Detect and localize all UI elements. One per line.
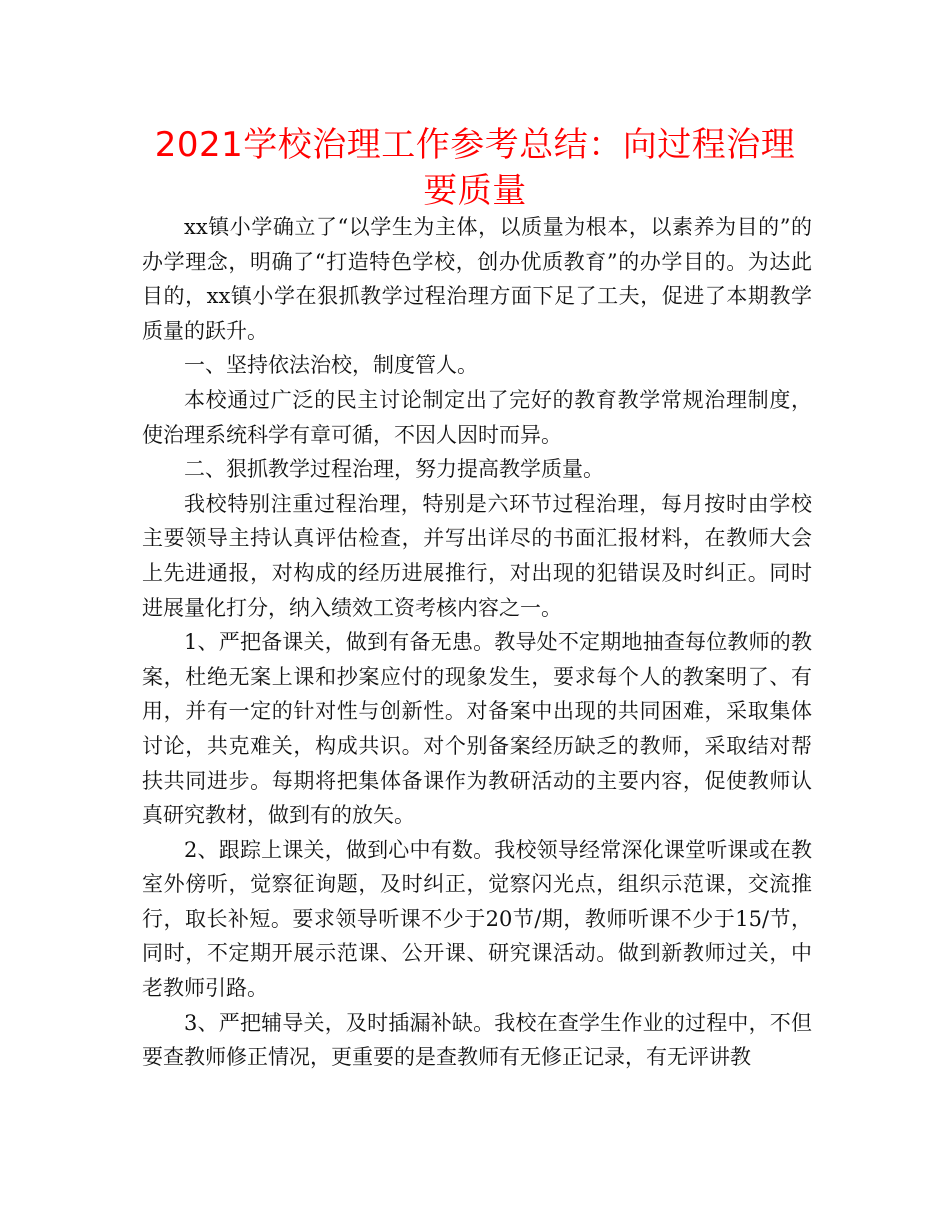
paragraph-section-2: 我校特别注重过程治理，特别是六环节过程治理，每月按时由学校主要领导主持认真评估检查，并写出详尽的书面汇报材料，在教师大会上先进通报，对构成的经历进展推行，对出现的犯错误及时纠正。同时进展量化打分，纳入绩效工资考核内容之一。 <box>142 491 812 620</box>
paragraph-intro: xx镇小学确立了“以学生为主体，以质量为根本，以素养为目的”的办学理念，明确了“打造特色学校，创办优质教育”的办学目的。为达此目的，xx镇小学在狠抓教学过程治理方面下足了工夫，促进了本期教学质量的跃升。 <box>142 215 812 343</box>
paragraph-item-3: 3、严把辅导关，及时插漏补缺。我校在查学生作业的过程中，不但要查教师修正情况，更重要的是查教师有无修正记录，有无评讲教 <box>142 1010 812 1070</box>
document-title: 2021学校治理工作参考总结：向过程治理要质量 <box>154 125 796 211</box>
paragraph-item-2: 2、跟踪上课关，做到心中有数。我校领导经常深化课堂听课或在教室外傍听，觉察征询题，及时纠正，觉察闪光点，组织示范课，交流推行，取长补短。要求领导听课不少于20节/期，教师听课不少于15/节，同时，不定期开展示范课、公开课、研究课活动。做到新教师过关，中老教师引路。 <box>142 837 812 1001</box>
paragraph-section-1: 本校通过广泛的民主讨论制定出了完好的教育教学常规治理制度，使治理系统科学有章可循，不因人因时而异。 <box>142 387 812 447</box>
document-body <box>142 210 812 1075</box>
section-heading-2: 二、狠抓教学过程治理，努力提高教学质量。 <box>184 457 604 482</box>
section-heading-1: 一、坚持依法治校，制度管人。 <box>184 353 478 378</box>
paragraph-item-1: 1、严把备课关，做到有备无患。教导处不定期地抽查每位教师的教案，杜绝无案上课和抄案应付的现象发生，要求每个人的教案明了、有用，并有一定的针对性与创新性。对备案中出现的共同困难，采取集体讨论，共克难关，构成共识。对个别备案经历缺乏的教师，采取结对帮扶共同进步。每期将把集体备课作为教研活动的主要内容，促使教师认真研究教材，做到有的放矢。 <box>142 630 812 828</box>
